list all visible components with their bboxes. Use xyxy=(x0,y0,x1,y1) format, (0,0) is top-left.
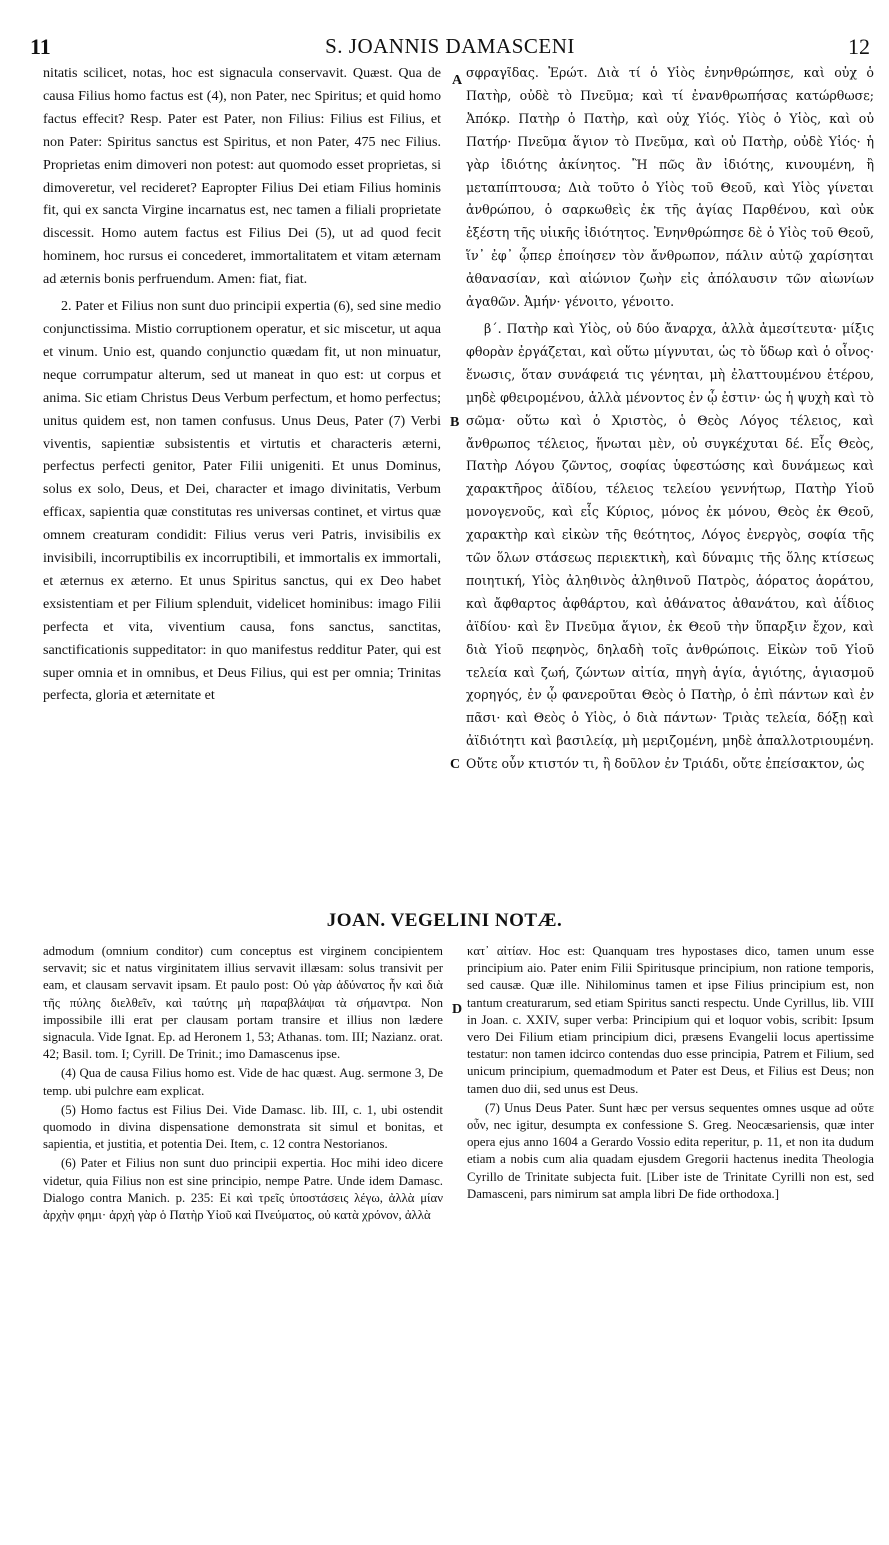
margin-letter-a: A xyxy=(452,73,463,88)
greek-paragraph-1: σφραγῖδας. Ἐρώτ. Διὰ τί ὁ Υἱὸς ἐνηνθρώπησε, καὶ οὐχ ὁ Πατὴρ, οὐδὲ τὸ Πνεῦμα; καὶ τί ἐνανθρωπήσας κατώρθωσε; Ἀπόκρ. Πατὴρ ὁ Πατὴρ, καὶ οὐχ Υἱός. Υἱὸς ὁ Υἱὸς, καὶ οὐ Πατήρ· Πνεῦμα ἅγιον τὸ Πνεῦμα, καὶ οὐ Πατὴρ, οὐδὲ Υἱός· ἡ γὰρ ἰδιότης ἀκίνητος. Ἢ πῶς ἂν ἰδιότης, κινουμένη, ἢ μεταπίπτουσα; Διὰ τοῦτο ὁ Υἱὸς τοῦ Θεοῦ, καὶ Υἱὸς γίνεται ἀνθρώπου, ὁ σαρκωθεὶς ἐκ τῆς ἁγίας Παρθένου, καὶ οὐκ ἐξέστη τῆς υἱικῆς ἰδιότητος. Ἐνηνθρώπησε δὲ ὁ Υἱὸς τοῦ Θεοῦ, ἵν᾿ ἐφ᾿ ᾧπερ ἐποίησεν τὸν ἄνθρωπον, πάλιν αὐτῷ χαρίσηται ἀθανασίαν, καὶ αἰώνιον ζωὴν εἰς ἀπόλαυσιν τῶν αἰωνίων ἀγαθῶν. Ἀμήν· γένοιτο, γένοιτο. xyxy=(466,65,874,310)
running-title: S. JOANNIS DAMASCENI xyxy=(325,34,575,58)
margin-letter-d: D xyxy=(452,1002,463,1017)
notes-heading: JOAN. VEGELINI NOTÆ. xyxy=(326,910,563,931)
note-paragraph: (5) Homo factus est Filius Dei. Vide Damasc. lib. III, c. 1, ubi ostendit quomodo in divina dispensatione demonstrata sit simul et bonitas, et sapientia, et justitia, et potentia Dei. Item, c. 12 contra Nestorianos. xyxy=(43,1102,443,1152)
latin-column xyxy=(43,62,441,707)
margin-letter-c: C xyxy=(450,757,461,772)
note-paragraph: κατ᾿ αἰτίαν. Hoc est: Quanquam tres hypostases dico, tamen unum esse principium aio. Pater enim Filii Spiritusque principium, non ratione temporis, sed causæ. Quæ ille. Nihilominus tamen et ipse Filius principium est, non tantum creaturarum, sed etiam Spiritus sancti respectu. Unde Cyrillus, lib. VIII in Joan. c. XXIV, super verba: Principium qui et loquor vobis, scribit: Ipsum vero Dei Filium etiam principium dici, præsens Evangelii locus apertissime testatur: non tamen idcirco contendas duo esse principia, Patrem et Filium, sed unicum principium, quemadmodum et Pater est Deus, et Filius est Deus; non tamen duo dii, sed unus est Deus. xyxy=(467,944,874,1096)
margin-letter-b: B xyxy=(450,415,460,430)
greek-paragraph-2: β΄. Πατὴρ καὶ Υἱὸς, οὐ δύο ἄναρχα, ἀλλὰ ἀμεσίτευτα· μίξις φθορὰν ἐργάζεται, καὶ οὕτω μίγνυται, ὡς τὸ ὕδωρ καὶ ὁ οἶνος· ἕνωσις, ὅταν συνάφειά τις γένηται, μὴ ἐλαττουμένου ἑτέρου, μηδὲ φθειρομένου, ἀλλὰ μένοντος ἐν ᾧ ἐστιν· ὡς ἡ ψυχὴ καὶ τὸ σῶμα· οὕτω καὶ ὁ Χριστὸς, ὁ Θεὸς Λόγος τέλειος, καὶ ἄνθρωπος τέλειος, ἥνωται μὲν, οὐ συγκέχυται δέ. Εἷς Θεὸς, Πατὴρ Λόγου ζῶντος, σοφίας ὑφεστώσης καὶ δυνάμεως καὶ χαρακτῆρος ἀϊδίου, τέλειος τελείου γεννήτωρ, Πατὴρ Υἱοῦ μονογενοῦς, καὶ εἷς Κύριος, μόνος ἐκ μόνου, Θεὸς ἐκ Θεοῦ, χαρακτὴρ καὶ εἰκὼν τῆς θεότητος, Λόγος ἐνεργὸς, σοφία τῆς τῶν ὅλων στάσεως περιεκτικὴ, καὶ δύναμις τῆς ὅλης κτίσεως ποιητική, Υἱὸς ἀληθινὸς ἀληθινοῦ Πατρὸς, ἀόρατος ἀοράτου, καὶ ἄφθαρτος ἀφθάρτου, καὶ ἀθάνατος ἀθανάτου, καὶ ἀΐδιος ἀϊδίου· καὶ ἓν Πνεῦμα ἅγιον, ἐκ Θεοῦ τὴν ὕπαρξιν ἔχον, καὶ διὰ Υἱοῦ πεφηνὸς, δηλαδὴ τοῖς ἀνθρώποις. Εἰκὼν τοῦ Υἱοῦ τελεία καὶ ζωή, ζώντων αἰτία, πηγὴ ἁγία, ἁγιότης, ἁγιασμοῦ χορηγός, ἐν ᾧ φανεροῦται Θεὸς ὁ Πατὴρ, ὁ ἐπὶ πάντων καὶ ἐν πᾶσι· καὶ Θεὸς ὁ Υἱὸς, ὁ διὰ πάντων· Τριὰς τελεία, δόξῃ καὶ ἀϊδιότητι καὶ βασιλείᾳ, μὴ μεριζομένη, μηδὲ ἀπαλλοτριουμένη. Οὔτε οὖν κτιστόν τι, ἢ δοῦλον ἐν Τριάδι, οὔτε ἐπείσακτον, ὡς xyxy=(466,320,874,772)
greek-column xyxy=(466,62,874,776)
notes-left-column xyxy=(43,943,443,1224)
note-paragraph: (6) Pater et Filius non sunt duo principii expertia. Hoc mihi ideo dicere videtur, quia Filius non est sine principio, nempe Patre. Unde idem Damasc. Dialogo contra Manich. p. 235: Εἰ καὶ τρεῖς ὑποστάσεις λέγω, ἀλλὰ μίαν ἀρχὴν φημι· ἀρχὴ γὰρ ὁ Πατὴρ Υἱοῦ καὶ Πνεύματος, οὐ κατὰ χρόνον, ἀλλὰ xyxy=(43,1156,443,1223)
latin-paragraph-1: nitatis scilicet, notas, hoc est signacula conservavit. Quæst. Qua de causa Filius homo factus est (4), non Pater, nec Spiritus; et quid homo factus effecit? Resp. Pater est Pater, non Filius: Filius est Filius, et non Pater: Spiritus sanctus est Spiritus, et non Pater, 475 nec Filius. Proprietas enim dimoveri non potest: aut quomodo esset proprietas, si dimoveretur, vel recideret? Eapropter Filius Dei etiam Filius hominis fit, qui ex sancta Virgine incarnatus est, nec tamen a filiali proprietate discessit. Homo autem factus est Filius Dei (5), ut ad quod fecit hominem, hoc rursus ei concederet, immortalitatem et vitam æternam ad æternis bonis perfruendum. Amen: fiat, fiat. xyxy=(43,65,441,288)
notes-right-column xyxy=(467,943,874,1203)
note-paragraph: (4) Qua de causa Filius homo est. Vide de hac quæst. Aug. sermone 3, De temp. ubi pulchre eam explicat. xyxy=(43,1066,443,1098)
page-number-left: 11 xyxy=(30,34,51,59)
page-number-right: 12 xyxy=(848,34,870,59)
note-paragraph: admodum (omnium conditor) cum conceptus est virginem concipientem servavit; sic et natus virginitatem illius servavit illæsam: solus transivit per eam, et clausam servavit ipsam. Et paulo post: Οὐ γὰρ ἀδύνατος ἦν καὶ διὰ τῆς πύλης διελθεῖν, καὶ ταύτης μὴ παραβλάψαι τὰ σήμαντρα. Non impossibile illi erat per clausam portam transire et illius non lædere signacula. Vide Ignat. Ep. ad Heronem 1, 53; Athanas. tom. III; Nazianz. orat. 42; Basil. tom. I; Cyrill. De Trinit.; imo Damascenus ipse. xyxy=(43,944,443,1062)
note-paragraph: (7) Unus Deus Pater. Sunt hæc per versus sequentes omnes usque ad οὔτε οὖν, nec igitur, desumpta ex confessione S. Greg. Neocæsariensis, quæ inter opera ejus anno 1604 a Gerardo Vossio edita reperitur, p. 11, et non ita dudum etiam a nobis cum alia quadam ejusdem Gregorii hactenus inedita Theologia Cyrillo de Trinitate subjecta fuit. [Liber iste de Trinitate Cyrilli non est, sed Damasceni, pars nimirum sat ampla libri De fide orthodoxa.] xyxy=(467,1100,874,1201)
latin-paragraph-2: 2. Pater et Filius non sunt duo principii expertia (6), sed sine medio conjunctissima. Mistio corruptionem operatur, et sic miscetur, ut aqua et vinum. Unio est, quando conjunctio quædam fit, ut non minuatur, neque corrumpatur alterum, sed ut maneat in quo est: ut corpus et anima. Sic etiam Christus Deus Verbum perfectum, et homo perfectus; unitus quidem est, non tamen confusus. Unus Deus, Pater (7) Verbi viventis, sapientiæ subsistentis et virtutis et characteris æterni, perfectus perfecti genitor, Pater Filii unigeniti. Et unus Dominus, solus ex solo, Deus, et Dei, character et imago divinitatis, Verbum efficax, sapientia quæ constitutas res universas continet, et virtus quæ omnem creaturam condidit: Filius verus veri Patris, invisibilis ex invisibili, incorruptibilis ex incorruptibili, et immortalis ex immortali, et æternus ex æterno. Et unus Spiritus sanctus, qui ex Deo habet exsistentiam et per Filium splenduit, videlicet hominibus: imago Filii perfecta et vita, viventium causa, fons sanctus, sanctitas, sanctificationis suppeditator: in quo manifestus redditur Pater, qui est super omnia et in omnibus, et Deus Filius, qui est per omnia; Trinitas perfecta, gloria et æternitate et xyxy=(43,298,441,704)
page-header xyxy=(30,34,870,64)
